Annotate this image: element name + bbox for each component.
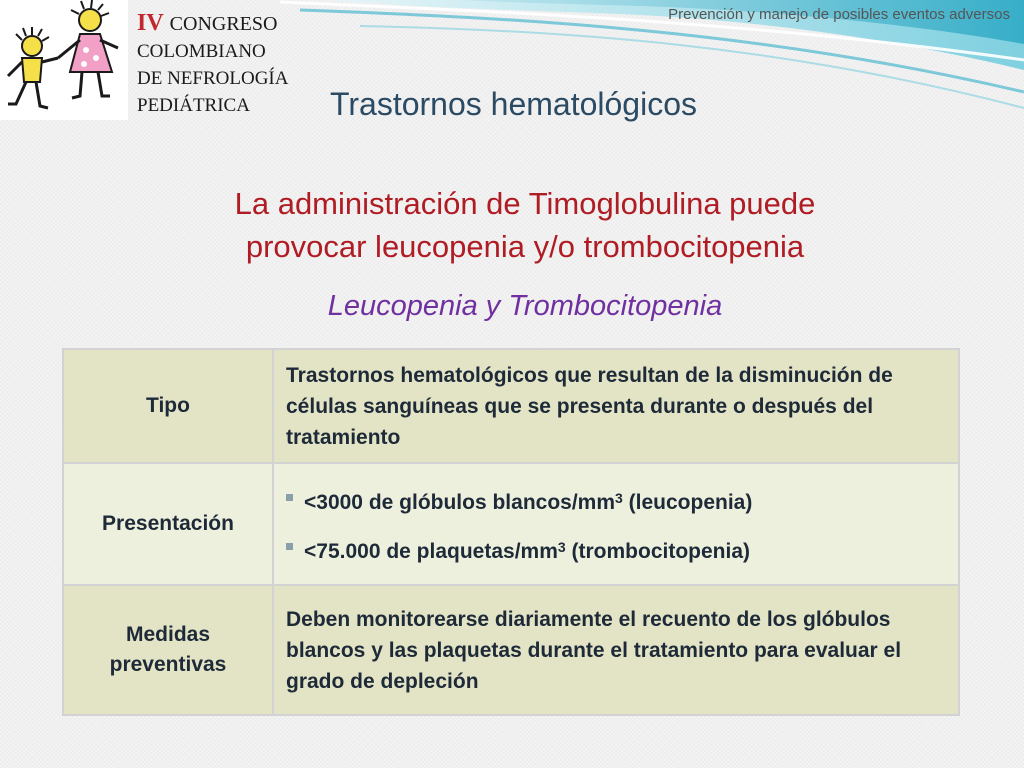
congress-roman: IV: [137, 10, 164, 36]
bullet1-text: <3000 de glóbulos blancos/mm: [304, 491, 616, 514]
table-row-medidas: [63, 585, 959, 715]
subheading: Leucopenia y Trombocitopenia: [327, 290, 723, 322]
row-label-tipo: Tipo: [63, 349, 273, 463]
congress-name: [137, 10, 288, 119]
bullet2-sup: 3: [557, 539, 566, 555]
headline-line-2: provocar leucopenia y/o trombocitopenia: [245, 229, 805, 264]
section-caption: Prevención y manejo de posibles eventos adversos: [668, 6, 1010, 23]
row-text-medidas: Deben monitorearse diariamente el recuento de los glóbulos blancos y las plaquetas durante el tratamiento para evaluar el grado de depleción: [273, 585, 959, 715]
congress-line4: PEDIÁTRICA: [137, 95, 250, 116]
congress-line2: COLOMBIANO: [137, 41, 266, 62]
slide-title: Trastornos hematológicos: [330, 86, 697, 122]
row-label-medidas: [63, 585, 273, 715]
table-row-tipo: [63, 349, 959, 463]
row-label-presentacion: Presentación: [63, 463, 273, 585]
headline: [100, 182, 950, 268]
congress-logo: [0, 0, 128, 120]
headline-line-1: La administración de Timoglobulina puede: [234, 186, 816, 221]
congress-line3: DE NEFROLOGÍA: [137, 68, 289, 89]
bullet-item-trombocitopenia: [286, 533, 948, 566]
row-bullets-presentacion: [273, 463, 959, 585]
square-bullet-icon: [286, 494, 293, 501]
bullet1-sup: 3: [615, 490, 623, 506]
square-bullet-icon: [286, 543, 293, 550]
info-table: [62, 348, 960, 716]
row-label-medidas-line1: Medidas: [125, 623, 211, 646]
bullet2-tail: (trombocitopenia): [565, 540, 751, 563]
bullet2-text: <75.000 de plaquetas/mm: [304, 540, 558, 563]
children-figures-icon: [0, 0, 128, 120]
table-row-presentacion: [63, 463, 959, 585]
congress-line1: CONGRESO: [169, 13, 278, 35]
bullet-list: [286, 484, 948, 566]
bullet-item-leucopenia: [286, 484, 948, 517]
row-label-medidas-line2: preventivas: [109, 653, 227, 676]
bullet1-tail: (leucopenia): [622, 491, 753, 514]
row-text-tipo: Trastornos hematológicos que resultan de la disminución de células sanguíneas que se presenta durante o después del tratamiento: [273, 349, 959, 463]
